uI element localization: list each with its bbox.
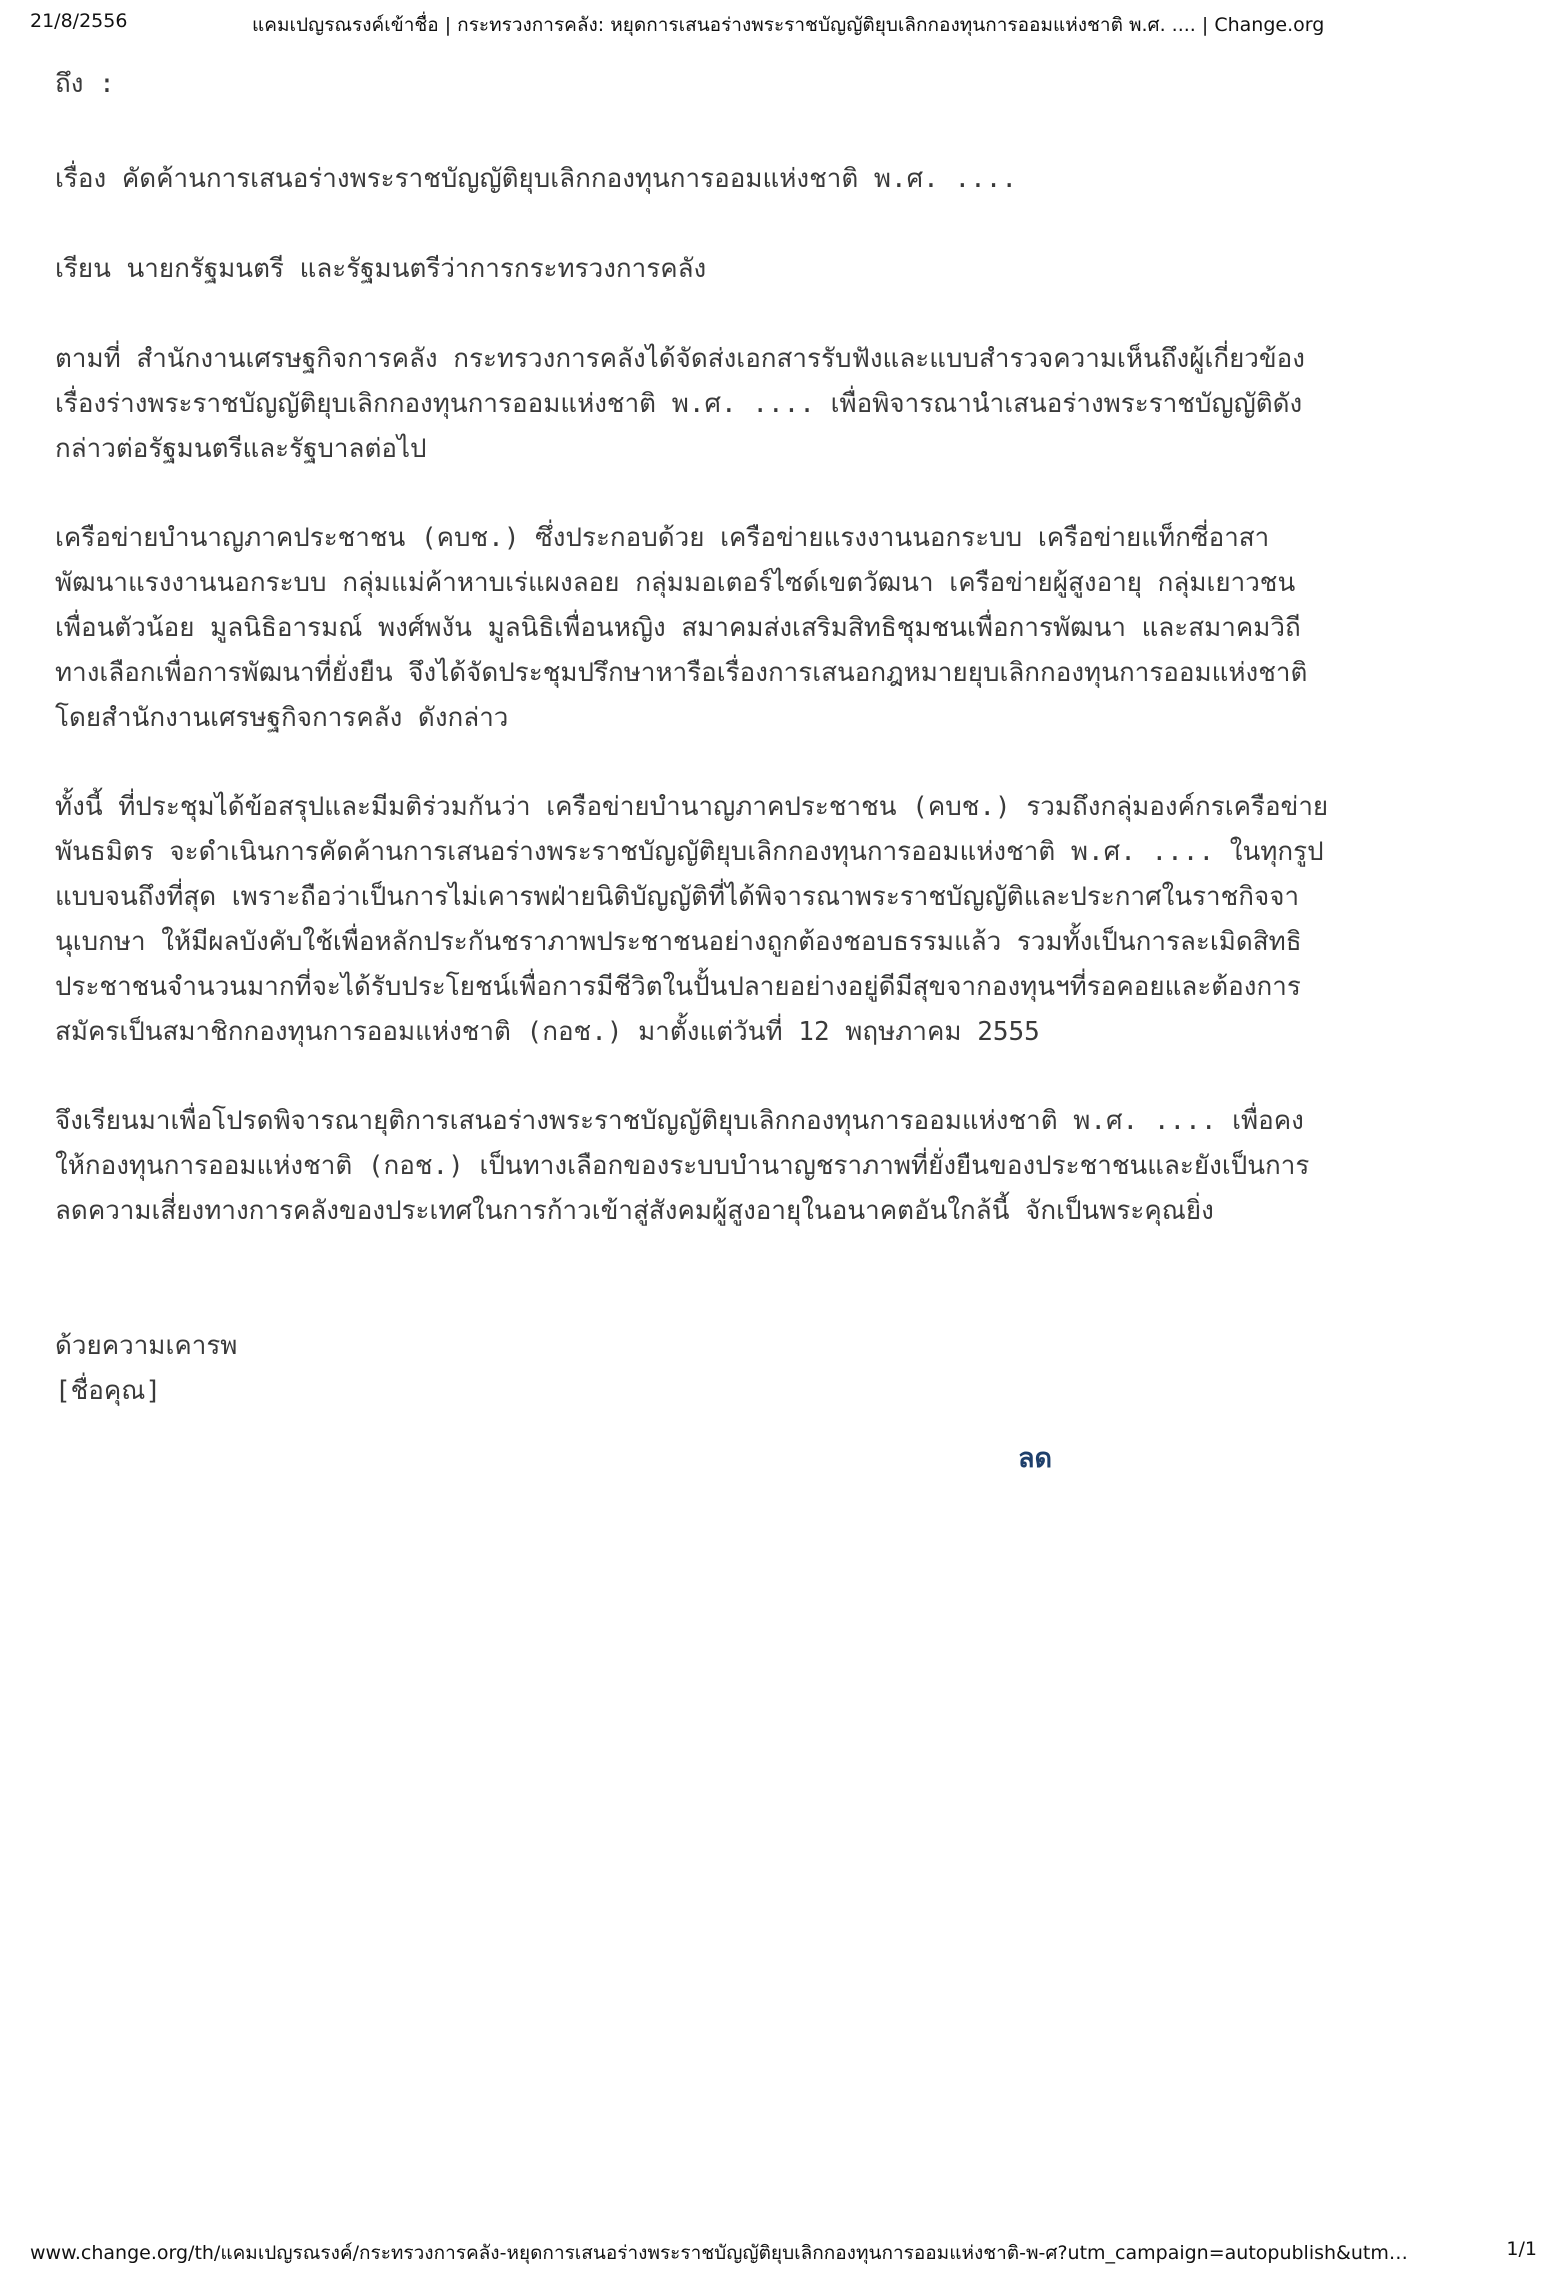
print-page-title: แคมเปญรณรงค์เข้าชื่อ | กระทรวงการคลัง: หยุดการเสนอร่างพระราชบัญญัติยุบเลิกกองทุนการออมแห่งชาติ พ.ศ. .... | Change.org [252,14,1325,36]
letter-to: ถึง : [55,69,115,99]
petition-letter [55,62,1505,1414]
collapse-letter-link[interactable]: ลด [1018,1443,1053,1474]
letter-subject: เรื่อง คัดค้านการเสนอร่างพระราชบัญญัติยุบเลิกกองทุนการออมแห่งชาติ พ.ศ. .... [55,164,1018,194]
letter-paragraph: ทั้งนี้ ที่ประชุมได้ข้อสรุปและมีมติร่วมกันว่า เครือข่ายบำนาญภาคประชาชน (คบช.) รวมถึงกลุ่มองค์กรเครือข่าย พันธมิตร จะดำเนินการคัดค้านการเสนอร่างพระราชบัญญัติยุบเลิกกองทุนการออมแห่งชาติ พ.ศ. .... ในทุกรูป แบบจนถึงที่สุด เพราะถือว่าเป็นการไม่เคารพฝ่ายนิติบัญญัติที่ได้พิจารณาพระราชบัญญัติและประกาศในราชกิจจา นุเบกษา ให้มีผลบังคับใช้เพื่อหลักประกันชราภาพประชาชนอย่างถูกต้องชอบธรรมแล้ว รวมทั้งเป็นการละเมิดสิทธิ ประชาชนจำนวนมากที่จะได้รับประโยชน์เพื่อการมีชีวิตในปั้นปลายอย่างอยู่ดีมีสุขจากองทุนฯที่รอคอยและต้องการ สมัครเป็นสมาชิกกองทุนการออมแห่งชาติ (กอช.) มาตั้งแต่วันที่ 12 พฤษภาคม 2555 [55,792,1329,1047]
print-page-number: 1/1 [1506,2238,1537,2260]
letter-closing: ด้วยความเคารพ [55,1331,238,1361]
print-footer [30,2238,1537,2272]
letter-signer-placeholder: [ชื่อคุณ] [55,1376,162,1406]
letter-salutation: เรียน นายกรัฐมนตรี และรัฐมนตรีว่าการกระทรวงการคลัง [55,254,707,284]
print-header [30,10,1527,40]
print-url: www.change.org/th/แคมเปญรณรงค์/กระทรวงการคลัง-หยุดการเสนอร่างพระราชบัญญัติยุบเลิกกองทุนการออมแห่งชาติ-พ-ศ?utm_campaign=autopublish&utm… [30,2242,1408,2264]
letter-paragraph: ตามที่ สำนักงานเศรษฐกิจการคลัง กระทรวงการคลังได้จัดส่งเอกสารรับฟังและแบบสำรวจความเห็นถึงผู้เกี่ยวข้อง เรื่องร่างพระราชบัญญัติยุบเลิกกองทุนการออมแห่งชาติ พ.ศ. .... เพื่อพิจารณานำเสนอร่างพระราชบัญญัติดัง กล่าวต่อรัฐมนตรีและรัฐบาลต่อไป [55,344,1305,464]
letter-paragraph: จึงเรียนมาเพื่อโปรดพิจารณายุติการเสนอร่างพระราชบัญญัติยุบเลิกกองทุนการออมแห่งชาติ พ.ศ. .... เพื่อคง ให้กองทุนการออมแห่งชาติ (กอช.) เป็นทางเลือกของระบบบำนาญชราภาพที่ยั่งยืนของประชาชนและยังเป็นการ ลดความเสี่ยงทางการคลังของประเทศในการก้าวเข้าสู่สังคมผู้สูงอายุในอนาคตอันใกล้นี้ จักเป็นพระคุณยิ่ง [55,1106,1310,1226]
print-date: 21/8/2556 [30,10,128,32]
letter-paragraph: เครือข่ายบำนาญภาคประชาชน (คบช.) ซึ่งประกอบด้วย เครือข่ายแรงงานนอกระบบ เครือข่ายแท็กซี่อาสา พัฒนาแรงงานนอกระบบ กลุ่มแม่ค้าหาบเร่แผงลอย กลุ่มมอเตอร์ไซด์เขตวัฒนา เครือข่ายผู้สูงอายุ กลุ่มเยาวชน เพื่อนตัวน้อย มูลนิธิอารมณ์ พงศ์พงัน มูลนิธิเพื่อนหญิง สมาคมส่งเสริมสิทธิชุมชนเพื่อการพัฒนา และสมาคมวิถี ทางเลือกเพื่อการพัฒนาที่ยั่งยืน จึงได้จัดประชุมปรึกษาหารือเรื่องการเสนอกฎหมายยุบเลิกกองทุนการออมแห่งชาติ โดยสำนักงานเศรษฐกิจการคลัง ดังกล่าว [55,523,1308,733]
